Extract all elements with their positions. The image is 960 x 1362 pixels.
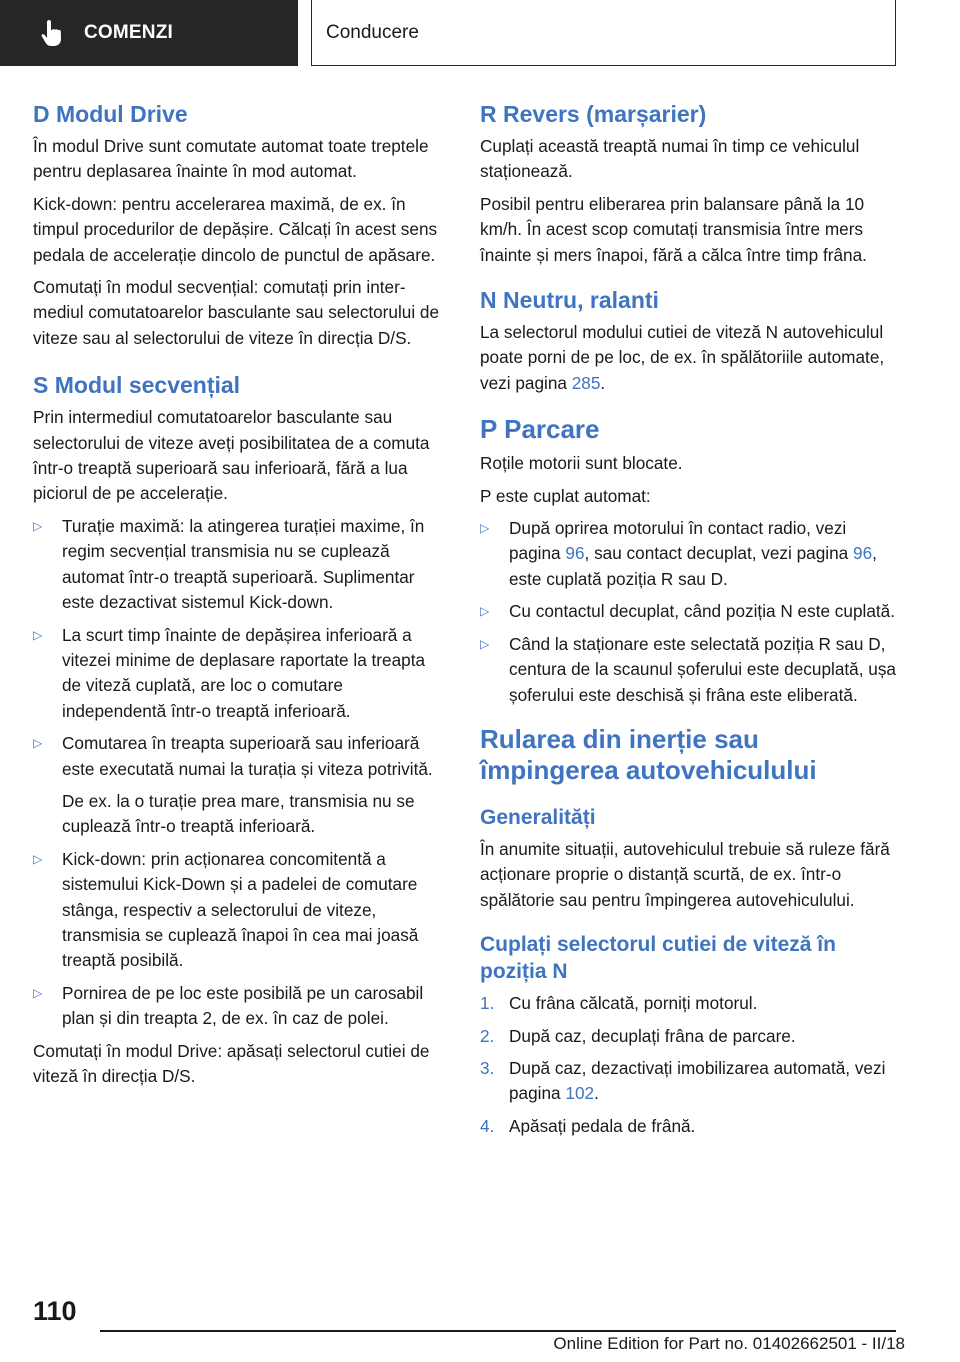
left-column [33, 100, 448, 1096]
paragraph: La selectorul modului cutiei de viteză N autovehiculul poate porni de pe loc, de ex. în spălătoriile automate, vezi pagina 285. [480, 322, 885, 393]
numbered-list [480, 991, 900, 1139]
triangle-bullet-icon: ▷ [33, 736, 43, 751]
heading-n-neutru: N Neutru, ralanti [480, 287, 659, 314]
list-item: ▷ Turație maximă: la atingerea turației maxime, în regim secvențial transmisia nu se cuplează automat într-o treaptă superioară. Suplimentar este dezactivat sistemul Kick-down. [33, 515, 425, 613]
paragraph: Cuplați această treaptă numai în timp ce vehiculul staționează. [480, 136, 860, 182]
list-item: ▷ Comutarea în treapta superioară sau inferioară este executată numai la turația și viteza potrivită. De ex. la o turație prea mare, transmisia nu se cuplează într-o treaptă inferioară. [33, 731, 448, 840]
list-item: 4. Apăsați pedala de frână. [480, 1115, 696, 1136]
paragraph: Comutați în modul secvențial: comutați prin intermediul comutatoarelor basculante sau selectorului de viteze sau al selectorului de viteze în direcția D/S. [33, 277, 440, 348]
triangle-bullet-icon: ▷ [480, 604, 490, 619]
page-link[interactable]: 96 [565, 543, 585, 564]
list-item: ▷ Cu contactul decuplat, când poziția N este cuplată. [480, 599, 900, 624]
right-column [480, 100, 900, 1146]
page-header [0, 0, 960, 66]
list-item: ▷ La scurt timp înainte de depășirea inferioară a vitezei minime de deplasare raportate la treapta de viteză cuplată, are loc o comutare independentă într-o treaptă inferioară. [33, 624, 426, 721]
footer-edition: Online Edition for Part no. 01402662501 - II/18 [553, 1334, 905, 1353]
triangle-bullet-icon: ▷ [33, 518, 43, 533]
page-link[interactable]: 102 [565, 1083, 595, 1104]
pointing-hand-icon [36, 18, 66, 48]
paragraph: De ex. la o turație prea mare, transmisia nu se cuplează într-o treaptă inferioară. [62, 790, 415, 837]
list-item: 1. Cu frâna călcată, porniți motorul. [480, 993, 758, 1014]
paragraph: P este cuplat automat: [480, 485, 651, 506]
list-item: ▷ Pornirea de pe loc este posibilă pe un carosabil plan și din treapta 2, de ex. în caz de polei. [33, 982, 424, 1029]
heading-s-modul-secvential: S Modul secvențial [33, 372, 241, 399]
triangle-bullet-icon: ▷ [33, 851, 43, 866]
paragraph: În modul Drive sunt comutate automat toate treptele pentru deplasarea înainte în mod automat. [33, 136, 429, 182]
paragraph: În anumite situații, autovehiculul trebuie să ruleze fără acționare proprie o distanță scurtă, de ex. într-o spălătorie sau pentru împingerea autovehiculului. [480, 838, 890, 910]
heading-generalitati: Generalități [480, 805, 596, 829]
chapter-tab-label: Conducere [326, 21, 419, 43]
triangle-bullet-icon: ▷ [33, 627, 43, 642]
list-item: ▷ Kick-down: prin acționarea concomitentă a sistemului Kick-Down și a padelei de comutare stânga, respectiv a selectorului de viteze, transmisia se cuplează înapoi în cea mai joasă treaptă posibilă. [33, 848, 419, 971]
heading-p-parcare: P Parcare [480, 414, 600, 445]
paragraph: Roțile motorii sunt blocate. [480, 453, 683, 474]
chapter-tab[interactable] [311, 0, 896, 66]
list-item: 2. După caz, decuplați frâna de parcare. [480, 1025, 796, 1046]
heading-d-modul-drive: D Modul Drive [33, 101, 188, 127]
section-tab-label: COMENZI [84, 22, 174, 43]
page-link[interactable]: 96 [853, 543, 873, 564]
paragraph: Prin intermediul comutatoarelor basculante sau selectorului de viteze aveți posibilitatea de a comuta într-o treaptă superioară sau inferioară, fără a lua piciorul de pe accelerație. [33, 407, 430, 504]
paragraph: Comutați în modul Drive: apăsați selectorul cutiei de viteză în direcția D/S. [33, 1040, 430, 1086]
paragraph: Kick-down: pentru accelerarea maximă, de ex. în timpul procedurilor de depășire. Călcați în acest sens pedala de accelerație dincolo de punctul de apăsare. [33, 193, 438, 265]
list-item: ▷ După oprirea motorului în contact radio, vezi pagina 96, sau contact decuplat, vezi pagina 96, este cuplată poziția R sau D. [480, 518, 877, 589]
bullet-list [33, 514, 448, 1032]
heading-rularea-din-inertie: Rularea din inerție sau împingerea autovehiculului [480, 723, 817, 785]
page-link[interactable]: 285 [571, 372, 601, 393]
triangle-bullet-icon: ▷ [33, 985, 43, 1000]
heading-cuplati-selectorul: Cuplați selectorul cutiei de viteză în poziția N [480, 933, 836, 984]
paragraph: Posibil pentru eliberarea prin balansare până la 10 km/h. În acest scop comutați transmisia între mers înainte și mers înapoi, fără a călca între timp frâna. [480, 193, 867, 265]
list-item: 3. După caz, dezactivați imobilizarea automată, vezi pagina 102. [480, 1057, 886, 1104]
footer-divider [100, 1330, 896, 1332]
section-tab[interactable] [0, 0, 298, 66]
heading-r-revers: R Revers (marșarier) [480, 101, 707, 127]
triangle-bullet-icon: ▷ [480, 521, 490, 536]
triangle-bullet-icon: ▷ [480, 636, 490, 651]
list-item: ▷ Când la staționare este selectată poziția R sau D, centura de la scaunul șoferului este decuplată, ușa șoferului este deschisă și frâna este eliberată. [480, 633, 896, 705]
page-number: 110 [33, 1296, 77, 1326]
bullet-list [480, 516, 900, 708]
